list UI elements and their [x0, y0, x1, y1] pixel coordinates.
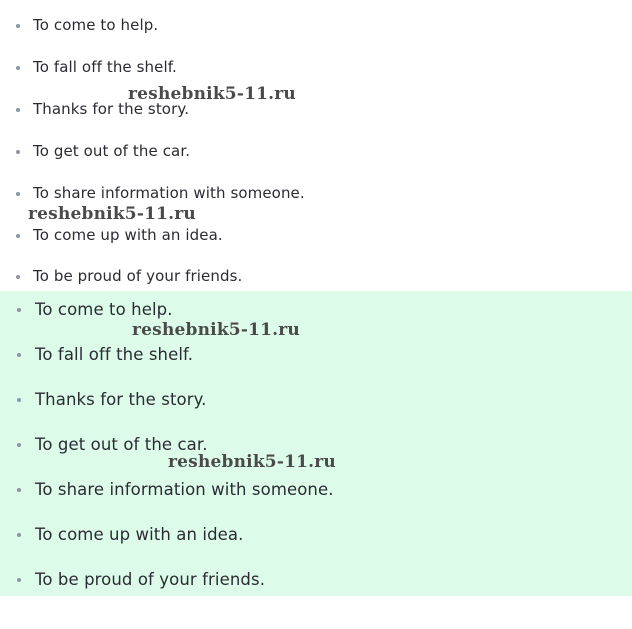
- phrase-list-top: [0, 0, 632, 290]
- list-item-text: To fall off the shelf.: [33, 58, 177, 76]
- list-item-text: To share information with someone.: [35, 480, 334, 499]
- bullet-icon: [16, 234, 20, 238]
- bullet-icon: [16, 24, 20, 28]
- list-item-text: To be proud of your friends.: [35, 570, 266, 589]
- list-item-text: To come up with an idea.: [33, 226, 223, 244]
- list-item-text: To be proud of your friends.: [33, 267, 243, 285]
- bullet-icon: [17, 398, 21, 402]
- watermark: reshebnik5-11.ru: [28, 204, 196, 224]
- bullet-icon: [16, 192, 20, 196]
- phrase-list-bottom: [0, 291, 632, 596]
- bullet-icon: [16, 150, 20, 154]
- bullet-icon: [17, 533, 21, 537]
- list-item-text: To get out of the car.: [33, 142, 191, 160]
- bullet-icon: [17, 308, 21, 312]
- list-item-text: To come to help.: [33, 16, 159, 34]
- watermark: reshebnik5-11.ru: [132, 320, 300, 340]
- bullet-icon: [16, 66, 20, 70]
- watermark: reshebnik5-11.ru: [168, 452, 336, 472]
- list-item-text: To get out of the car.: [35, 435, 208, 454]
- list-item-text: To come up with an idea.: [35, 525, 244, 544]
- bullet-icon: [16, 275, 20, 279]
- list-item-text: To come to help.: [35, 300, 173, 319]
- bullet-icon: [17, 443, 21, 447]
- list-item-text: To fall off the shelf.: [35, 345, 194, 364]
- bullet-icon: [17, 488, 21, 492]
- list-item-text: Thanks for the story.: [35, 390, 207, 409]
- bullet-icon: [17, 578, 21, 582]
- list-item-text: Thanks for the story.: [33, 100, 190, 118]
- watermark: reshebnik5-11.ru: [128, 84, 296, 104]
- bullet-icon: [17, 353, 21, 357]
- list-item-text: To share information with someone.: [33, 184, 305, 202]
- bullet-icon: [16, 108, 20, 112]
